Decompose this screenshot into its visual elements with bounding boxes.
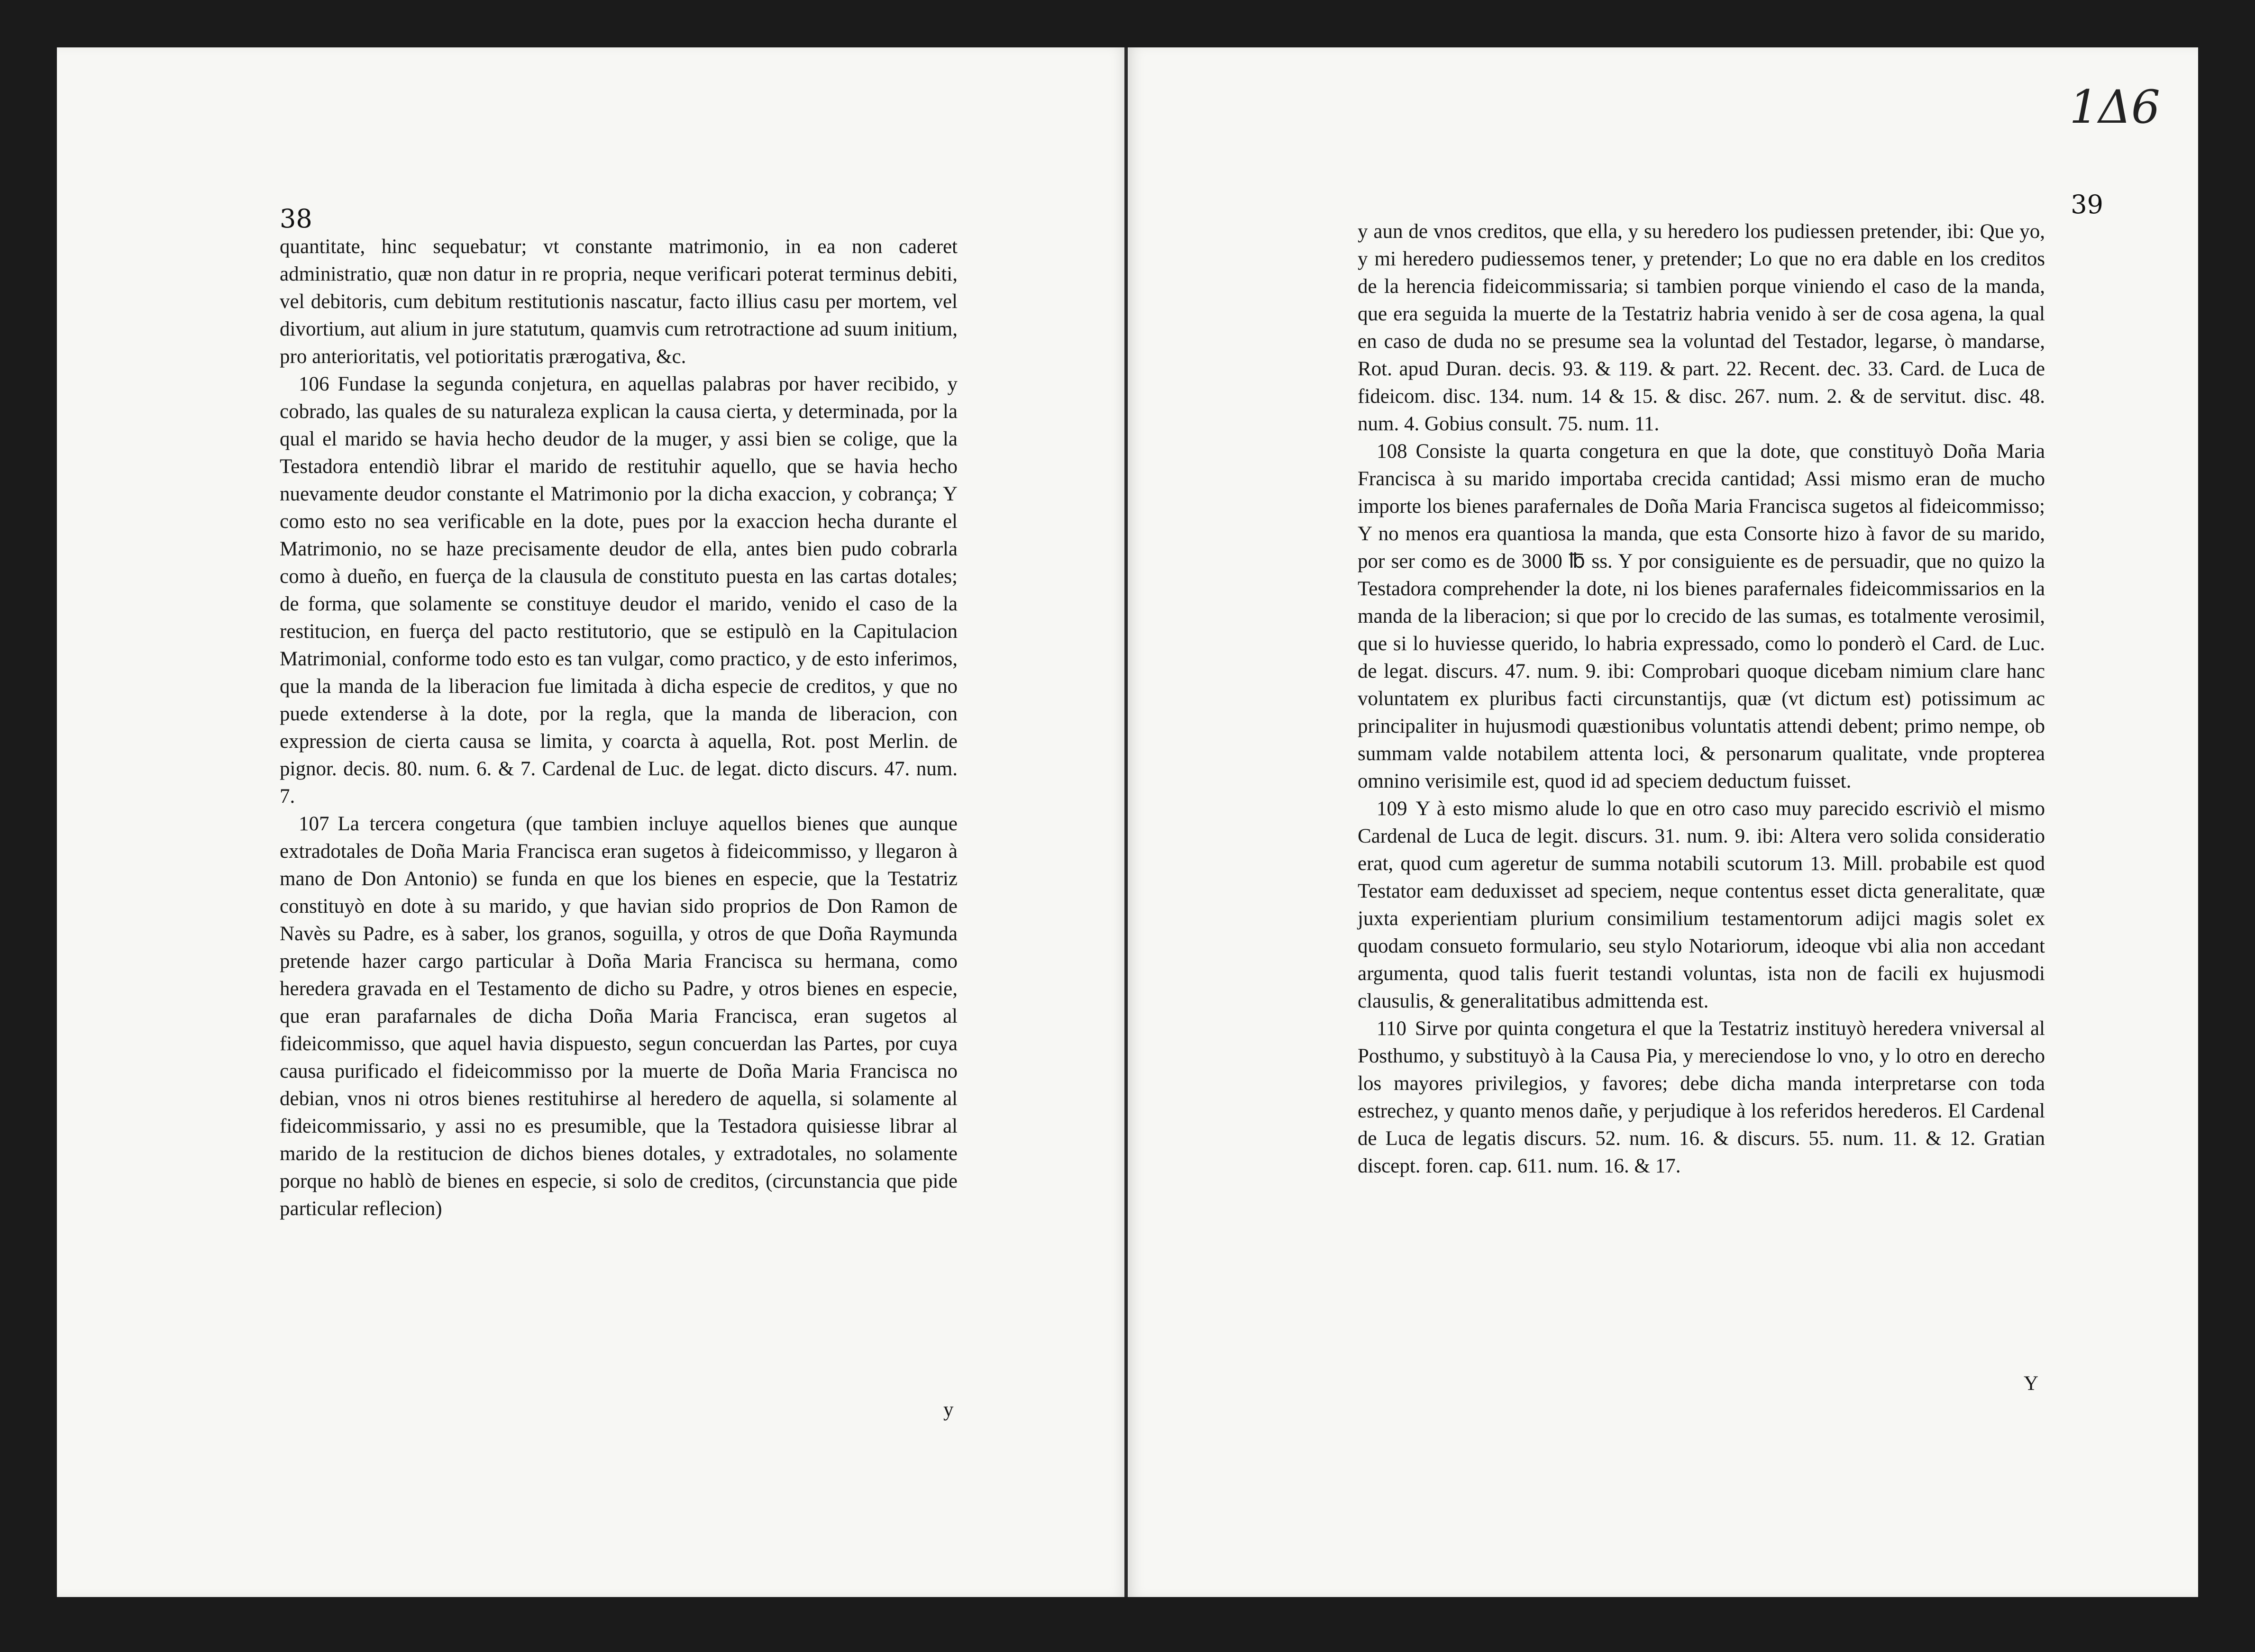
page-text: [1358, 218, 2045, 1180]
book-spread: [57, 47, 2198, 1597]
paragraph-number: 109: [1377, 798, 1407, 820]
paragraph: [1358, 438, 2045, 795]
paragraph-text: Sirve por quinta congetura el que la Testatriz instituyò heredera vniversal al Posthumo, y substituyò à la Causa Pia, y mereciendose lo vno, y lo otro en derecho los mayores privilegios, y favores; debe dicha manda interpretarse con toda estrechez, y quanto menos dañe, y perjudique à los referidos herederos. El Cardenal de Luca de legatis discurs. 52. num. 16. & discurs. 55. num. 11. & 12. Gratian discept. foren. cap. 611. num. 16. & 17.: [1358, 1017, 2045, 1177]
paragraph: [1358, 795, 2045, 1015]
paragraph: [1358, 218, 2045, 438]
paragraph-text: La tercera congetura (que tambien incluye aquellos bienes que aunque extradotales de Doña Maria Francisca eran sugetos à fideicommisso, y llegaron à mano de Don Antonio) se funda en que los bienes en especie, que la Testatriz constituyò en dote à su marido, y que havian sido proprios de Don Ramon de Navès su Padre, es à saber, los granos, soguilla, y otros de que Doña Raymunda pretende hazer cargo particular à Doña Maria Francisca su hermana, como heredera gravada en el Testamento de dicho su Padre, y otros bienes en especie, que eran parafarnales de dicha Doña Maria Francisca, eran sugetos al fideicommisso, que aquel havia dispuesto, segun concuerdan las Partes, por cuya causa purificado el fideicommisso por la muerte de Doña Maria Francisca no debian, vnos ni otros bienes restituhirse al heredero de aquella, si solamente al fideicommissario, y assi no es presumible, que la Testadora quisiesse librar al marido de la restitucion de dichos bienes dotales, y extradotales, no solamente porque no hablò de bienes en especie, si solo de creditos, (circunstancia que pide particular reflecion): [280, 813, 958, 1220]
catchword: y: [943, 1398, 954, 1421]
paragraph-text: y aun de vnos creditos, que ella, y su heredero los pudiessen pretender, ibi: Que yo, y mi heredero pudiessemos tener, y pretender; Lo que no era dable en los creditos de la herencia fideicommissaria; si tambien porque viniendo el caso de la manda, que era seguida la muerte de la Testatriz habria venido à ser de cosa agena, la qual en caso de duda no se presume sea la voluntad del Testador, legarse, ò mandarse, Rot. apud Duran. decis. 93. & 119. & part. 22. Recent. dec. 33. Card. de Luca de fideicom. disc. 134. num. 14 & 15. & disc. 267. num. 2. & de servitut. disc. 48. num. 4. Gobius consult. 75. num. 11.: [1358, 220, 2045, 435]
left-page: [57, 47, 1127, 1597]
page-number: 39: [2071, 190, 2103, 219]
paragraph-text: quantitate, hinc sequebatur; vt constante matrimonio, in ea non caderet administratio, quæ non datur in re propria, neque verificari poterat terminus debiti, vel debitoris, cum debitum restitutionis nascatur, facto illius casu per mortem, vel divortium, aut alium in jure statutum, quamvis cum retrotractione ad suum initium, pro anterioritatis, vel potioritatis prærogativa, &c.: [280, 236, 958, 368]
paragraph-number: 110: [1377, 1017, 1406, 1040]
catchword: Y: [2024, 1372, 2039, 1395]
manuscript-folio-note: 1Δ6: [2069, 81, 2160, 134]
paragraph: [280, 810, 958, 1223]
paragraph-number: 106: [299, 373, 329, 395]
paragraph-text: Consiste la quarta congetura en que la dote, que constituyò Doña Maria Francisca à su marido importaba crecida cantidad; Assi mismo eran de mucho importe los bienes parafernales de Doña Maria Francisca sugetos al fideicommisso; Y no menos era quantiosa la manda, que esta Consorte hizo à favor de su marido, por ser como es de 3000 ℔ ss. Y por consiguiente es de persuadir, que no quizo la Testadora comprehender la dote, ni los bienes parafernales fideicommissarios en la manda de la liberacion; si que por lo crecido de las sumas, es totalmente verosimil, que si lo huviesse querido, lo habria expressado, como lo ponderò el Card. de Luc. de legat. discurs. 47. num. 9. ibi: Comprobari quoque dicebam nimium clare hanc voluntatem ex pluribus facti circunstantijs, quæ (vt dictum est) potissimum ac principaliter in hujusmodi quæstionibus voluntatis attendi debent; primo nempe, ob summam valde notabilem attenta loci, & personarum qualitate, vnde propterea omnino verisimile est, quod id ad speciem deductum fuisset.: [1358, 440, 2045, 792]
paragraph: [280, 371, 958, 810]
paragraph-number: 107: [299, 813, 329, 835]
paragraph-text: Y à esto mismo alude lo que en otro caso muy parecido escriviò el mismo Cardenal de Luca de legit. discurs. 31. num. 9. ibi: Altera vero solida consideratio erat, quod cum ageretur de summa notabili scutorum 13. Mill. probabile est quod Testator eam deduxisset ad speciem, neque contentus esset dicta generalitate, quæ juxta experientiam plurium consimilium testamentorum adijci magis solet ex quodam consueto formulario, seu stylo Notariorum, ideoque vbi alia non accedant argumenta, quod talis fuerit testandi voluntas, ista non de facili ex hujusmodi clausulis, & generalitatibus admittenda est.: [1358, 798, 2045, 1012]
paragraph-number: 108: [1377, 440, 1407, 463]
paragraph: [1358, 1015, 2045, 1180]
paragraph-text: Fundase la segunda conjetura, en aquellas palabras por haver recibido, y cobrado, las quales de su naturaleza explican la causa cierta, y determinada, por la qual el marido se havia hecho deudor de la muger, y assi bien se colige, que la Testadora entendiò librar el marido de restituhir aquello, que se havia hecho nuevamente deudor constante el Matrimonio por la dicha exaccion, y cobrança; Y como esto no sea verificable en la dote, pues por la exaccion hecha durante el Matrimonio, no se haze precisamente deudor de ella, antes bien pudo cobrarla como à dueño, en fuerça de la clausula de constituto puesta en las cartas dotales; de forma, que solamente se constituye deudor el marido, venido el caso de la restitucion, en fuerça del pacto restitutorio, que se estipulò en la Capitulacion Matrimonial, conforme todo esto es tan vulgar, como practico, y de esto inferimos, que la manda de la liberacion fue limitada à dicha especie de creditos, y que no puede extenderse à la dote, por la regla, que la manda de liberacion, con expression de cierta causa se limita, y coarcta à aquella, Rot. post Merlin. de pignor. decis. 80. num. 6. & 7. Cardenal de Luc. de legat. dicto discurs. 47. num. 7.: [280, 373, 958, 808]
right-page: [1128, 47, 2198, 1597]
page-number: 38: [280, 204, 312, 234]
page-text: [280, 233, 958, 1223]
paragraph: [280, 233, 958, 371]
